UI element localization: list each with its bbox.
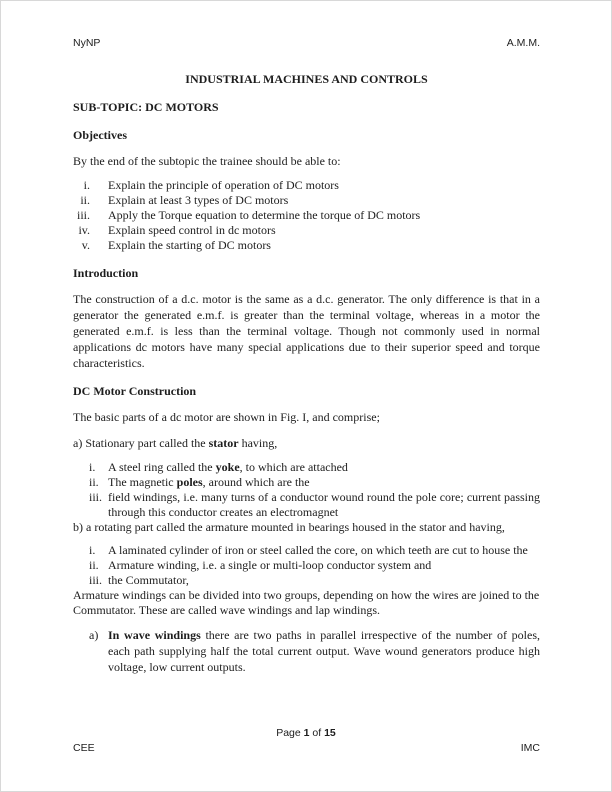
list-marker: v. [81,238,90,252]
document-title: INDUSTRIAL MACHINES AND CONTROLS [185,72,428,86]
page-number: 1 [303,727,310,739]
page-content [73,37,540,675]
page-label-text: Page [276,727,304,739]
list-marker: iv. [78,223,90,237]
item-bold-text: In wave windings [108,628,201,642]
list-marker: a) [89,628,99,642]
construction-intro: The basic parts of a dc motor are shown in Fig. I, and comprise; [73,410,380,424]
page-number-label [1,727,611,740]
item-text: , to which are attached [239,460,348,474]
page-header [73,37,540,50]
list-marker: ii. [89,475,99,489]
objectives-heading: Objectives [73,128,127,142]
page-label-text: of [309,727,325,739]
list-marker: ii. [89,558,99,572]
item-text: The magnetic [108,475,177,489]
footer-right-text: IMC [520,742,540,754]
introduction-paragraph: The construction of a d.c. motor is the same as a d.c. generator. The only difference is that in a generator the generated e.m.f. is greater than the terminal voltage, whereas in a motor the generated e.m.f. is less than the terminal voltage. Though not commonly used in normal applications dc motors have many special applications due to their superior speed and torque characteristics. [73,292,540,370]
list-marker: iii. [89,490,103,504]
list-item [73,238,540,253]
list-marker: i. [89,460,96,474]
item-text: field windings, i.e. many turns of a conductor wound round the pole core; current passing through this conductor creates an electromagnet [108,490,540,519]
list-text [108,475,540,490]
list-item [73,223,540,238]
lead-text: a) Stationary part called the [73,436,209,450]
list-text [108,490,540,520]
list-item [73,573,540,588]
list-item [73,558,540,573]
header-right-text: A.M.M. [506,37,540,49]
item-bold-text: poles [176,475,203,489]
armature-list [73,543,540,588]
header-left-text: NyNP [73,37,101,49]
list-marker: i. [89,543,96,557]
objectives-list [73,178,540,253]
subtopic-heading: SUB-TOPIC: DC MOTORS [73,100,219,114]
list-item [73,490,540,520]
footer-left-text: CEE [73,742,95,754]
list-marker: iii. [89,573,103,587]
list-text: Explain at least 3 types of DC motors [108,193,289,207]
windings-note: Armature windings can be divided into two groups, depending on how the wires are joined to the Commutator. These are called wave windings and lap windings. [73,588,540,617]
list-text [108,460,540,475]
list-text: Armature winding, i.e. a single or multi-loop conductor system and [108,558,432,572]
list-item [73,460,540,475]
page-footer [73,742,540,755]
item-bold-text: yoke [215,460,240,474]
list-item [73,627,540,675]
stator-list [73,460,540,520]
item-text: there are two paths in parallel irrespective of the number of poles, each path supplying half the total current output. Wave wound generators produce high voltage, low current outputs. [108,628,540,674]
wave-windings-list [73,627,540,675]
list-text [108,627,540,675]
list-text: Apply the Torque equation to determine the torque of DC motors [108,208,421,222]
item-text: A steel ring called the [108,460,216,474]
list-item [73,475,540,490]
list-text: Explain speed control in dc motors [108,223,276,237]
introduction-heading: Introduction [73,266,139,280]
list-text: A laminated cylinder of iron or steel called the core, on which teeth are cut to house the [108,543,528,557]
list-marker: iii. [76,208,90,222]
construction-heading: DC Motor Construction [73,384,197,398]
lead-bold-text: stator [208,436,239,450]
lead-text: having, [238,436,278,450]
list-marker: i. [83,178,90,192]
page-total: 15 [324,727,336,739]
list-marker: ii. [80,193,90,207]
list-text: Explain the starting of DC motors [108,238,271,252]
item-text: , around which are the [202,475,310,489]
rotating-part-lead: b) a rotating part called the armature mounted in bearings housed in the stator and having, [73,520,505,534]
list-text: the Commutator, [108,573,189,587]
list-text: Explain the principle of operation of DC motors [108,178,339,192]
list-item [73,178,540,193]
objectives-intro: By the end of the subtopic the trainee should be able to: [73,154,341,168]
list-item [73,193,540,208]
list-item [73,543,540,558]
list-item [73,208,540,223]
stationary-part-lead [73,435,540,451]
